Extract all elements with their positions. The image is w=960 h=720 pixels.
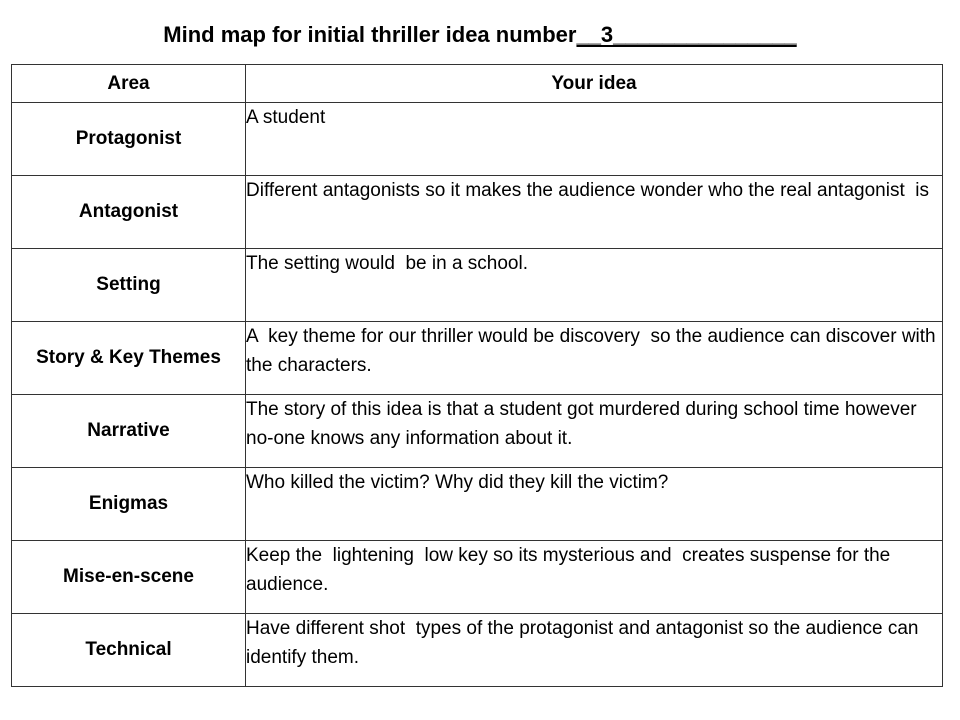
table-row [12,541,943,614]
table-row [12,249,943,322]
area-label: Enigmas [12,468,246,541]
area-label: Protagonist [12,103,246,176]
table-row [12,468,943,541]
area-label: Antagonist [12,176,246,249]
idea-text: A key theme for our thriller would be discovery so the audience can discover with the characters. [246,322,943,395]
page-title [0,22,960,48]
idea-text: The setting would be in a school. [246,249,943,322]
table-row [12,176,943,249]
table-row [12,614,943,687]
area-label: Setting [12,249,246,322]
header-your-idea: Your idea [246,65,943,103]
area-label: Mise-en-scene [12,541,246,614]
idea-text: The story of this idea is that a student got murdered during school time however no-one knows any information about it. [246,395,943,468]
table-row [12,103,943,176]
area-label: Story & Key Themes [12,322,246,395]
title-text: Mind map for initial thriller idea number [163,22,577,47]
header-area: Area [12,65,246,103]
table-row [12,395,943,468]
table-header-row [12,65,943,103]
idea-number-field: __3_______________ [576,22,797,47]
idea-text: Have different shot types of the protagonist and antagonist so the audience can identify them. [246,614,943,687]
idea-text: Keep the lightening low key so its mysterious and creates suspense for the audience. [246,541,943,614]
idea-text: Different antagonists so it makes the audience wonder who the real antagonist is [246,176,943,249]
idea-text: A student [246,103,943,176]
idea-text: Who killed the victim? Why did they kill the victim? [246,468,943,541]
table-row [12,322,943,395]
mind-map-table [11,64,943,687]
area-label: Narrative [12,395,246,468]
area-label: Technical [12,614,246,687]
